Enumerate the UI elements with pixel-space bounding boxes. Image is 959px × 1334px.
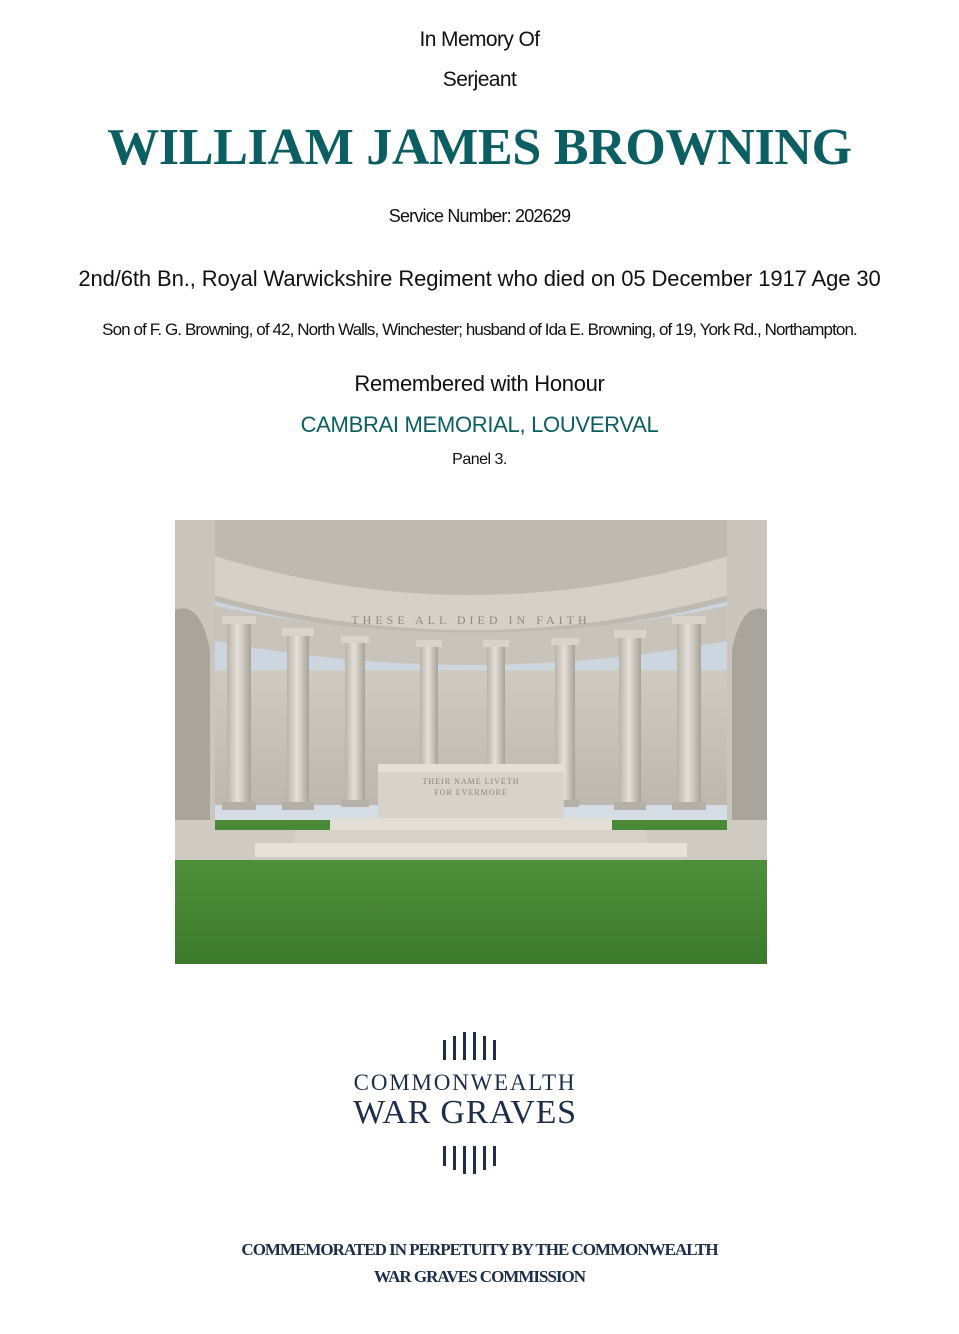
rank-text: Serjeant (442, 68, 517, 91)
logo-text-war-graves: WAR GRAVES (353, 1094, 577, 1131)
footer-line-2: WAR GRAVES COMMISSION (373, 1267, 586, 1286)
stone-inscription-line-1: THEIR NAME LIVETH (422, 777, 520, 786)
stone-inscription-line-2: FOR EVERMORE (434, 788, 508, 797)
family-details: Son of F. G. Browning, of 42, North Walls, Winchester; husband of Ida E. Browning, of 19, York Rd., Northampton. (102, 320, 857, 339)
logo-bars-bottom-icon (440, 1146, 500, 1178)
remembered-text: Remembered with Honour (354, 371, 605, 396)
unit-and-death-details: 2nd/6th Bn., Royal Warwickshire Regiment who died on 05 December 1917 Age 30 (78, 266, 881, 291)
memorial-photo (175, 520, 767, 964)
logo-text-commonwealth: COMMONWEALTH (353, 1070, 577, 1095)
panel-number: Panel 3. (452, 451, 507, 468)
service-number: Service Number: 202629 (388, 206, 571, 226)
cwgc-logo (330, 1022, 630, 1182)
colonnade-inscription: THESE ALL DIED IN FAITH (351, 613, 591, 627)
logo-bars-top-icon (440, 1028, 500, 1060)
soldier-name: WILLIAM JAMES BROWNING (107, 119, 852, 176)
footer-line-1: COMMEMORATED IN PERPETUITY BY THE COMMONWEALTH (241, 1240, 718, 1259)
memorial-name: CAMBRAI MEMORIAL, LOUVERVAL (300, 412, 659, 437)
intro-text: In Memory Of (419, 28, 540, 51)
